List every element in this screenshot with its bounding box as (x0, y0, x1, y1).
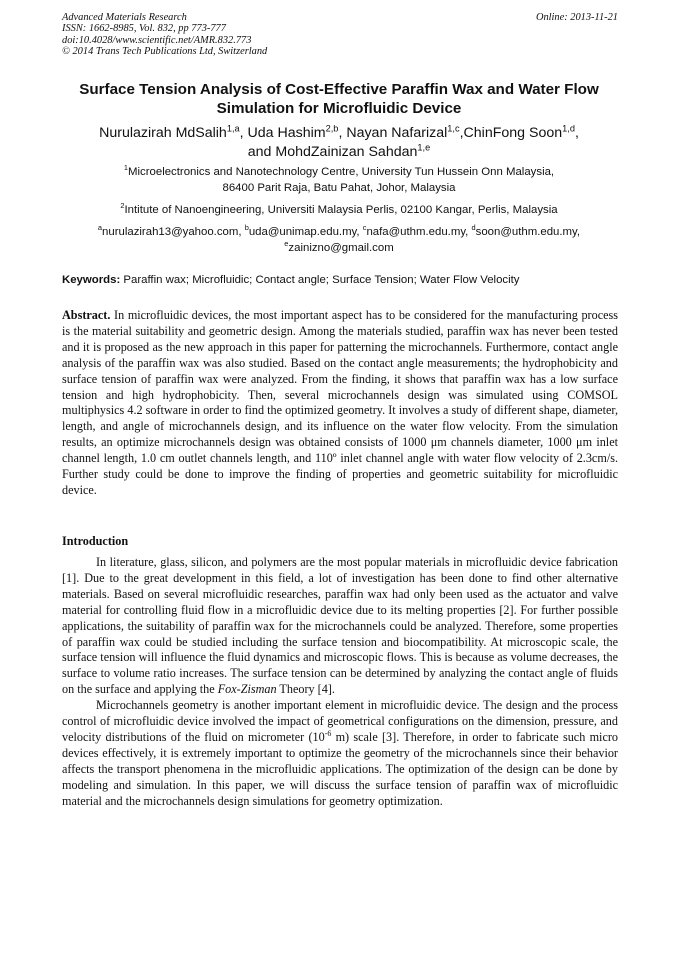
author-name: MohdZainizan Sahdan (275, 143, 418, 160)
intro-p1-text: In literature, glass, silicon, and polymers are the most popular materials in microfluidic device fabrication [1]. Due to the great development in this field, a lot of investigation has been done to find other alternative materials. Based on several microfluidic researches, paraffin wax had only been used as the actuator and valve material for controlling fluid flow in a microfluidic device due to its melting properties [2]. For further possible applications, the suitability of paraffin wax for the microchannels could be analyzed. Therefore, some properties of paraffin wax could be studied including the surface tension and biocompatibility. At microscopic scale, the surface tension will influence the fluid dynamics and microscopic flows. This is because as volume decreases, the surface to volume ratio increases. The surface tension can be determined by analyzing the contact angle of fluids on the surface and applying the (62, 555, 618, 697)
author-sup: 1,e (417, 141, 431, 152)
email-link[interactable]: uda@unimap.edu.my, (248, 226, 363, 238)
email-line-1 (40, 225, 638, 241)
author-name: Nurulazirah MdSalih (99, 125, 227, 141)
intro-p2-sup: -6 (324, 728, 332, 738)
email-link[interactable]: zainizno@gmail.com (288, 241, 394, 254)
affiliation-1-line-2: 86400 Parit Raja, Batu Pahat, Johor, Malaysia (222, 181, 456, 194)
introduction-body (62, 555, 618, 810)
keywords-label: Keywords: (62, 274, 121, 286)
author-name: ChinFong Soon (463, 125, 563, 141)
email-sup: a (97, 223, 103, 233)
journal-header (62, 12, 618, 58)
keywords (62, 273, 618, 288)
intro-p2-text: Microchannels geometry is another important element in microfluidic device. The design and the process control of microfluidic device involved the impact of geometrical configurations on the dimension, pressure, and velocity distributions of the fluid on micrometer (10 (62, 698, 618, 744)
email-link[interactable]: soon@uthm.edu.my, (475, 226, 581, 238)
intro-p1-italic: Fox-Zisman (217, 682, 277, 697)
abstract-text: In microfluidic devices, the most important aspect has to be considered for the manufacturing process is the material suitability and geometric design. Among the materials studied, paraffin wax has never been tested and it is proposed as the new approach in this paper for patterning the microchannels. Furthermore, contact angle analysis of the paraffin wax was also studied. Based on the contact angle measurements; the hydrophobicity and surface tension of paraffin wax were analyzed. From the finding, it shows that paraffin wax has a low surface tension and high hydrophobicity. Then, several microchannels design was simulated using COMSOL multiphysics 4.2 software in order to find the optimized geometry. It involves a study of different shape, diameter, length, and angle of microchannels design, and its influence on the water flow velocity. From the simulation results, an optimize microchannels design was obtained consists of 1000 μm channels diameter, 1000 μm inlet channel length, 1.0 cm outlet channels length, and 110º inlet channel angle with water flow velocity of 2.3cm/s. Further study could be done to improve the finding of properties and geometric suitability for microfluidic device. (62, 308, 618, 497)
affiliation-num: 1 (123, 163, 129, 173)
author-sup: 1,c (447, 123, 460, 134)
author-line-1: Nurulazirah MdSalih$^{1,a}$, Uda Hashim$^{2,b}$, Nayan Nafarizal$^{1,c}$,ChinFong Soon$^{1,d}$, (99, 123, 579, 141)
email-link[interactable]: nurulazirah13@yahoo.com, (102, 226, 245, 238)
author-name: Nayan Nafarizal (346, 125, 448, 141)
affiliation-num: 2 (120, 201, 125, 211)
affiliation-1-line-1 (40, 165, 638, 181)
intro-p1-text-end: Theory [4]. (276, 682, 335, 697)
author-list (40, 124, 638, 161)
keywords-text: Paraffin wax; Microfluidic; Contact angle; Surface Tension; Water Flow Velocity (120, 274, 520, 286)
affiliation-1 (40, 165, 638, 196)
email-link[interactable]: nafa@uthm.edu.my, (366, 226, 472, 238)
author-sup: 1,d (562, 123, 575, 134)
author-line-2 (40, 143, 638, 162)
abstract-label: Abstract. (62, 308, 111, 322)
author-name: Uda Hashim (247, 125, 326, 141)
copyright: © 2014 Trans Tech Publications Ltd, Switzerland (62, 46, 268, 58)
abstract (62, 308, 618, 499)
email-sup: c (362, 223, 367, 233)
affiliation-2-line-1 (40, 203, 638, 219)
author-sup: 2,b (325, 123, 339, 134)
doi[interactable]: doi:10.4028/www.scientific.net/AMR.832.773 (62, 34, 252, 46)
introduction-heading: Introduction (62, 534, 129, 548)
email-sup: b (244, 223, 249, 233)
intro-paragraph-1 (62, 555, 618, 698)
journal-name: Advanced Materials Research (62, 12, 187, 23)
affiliation-text: Intitute of Nanoengineering, Universiti Malaysia Perlis, 02100 Kangar, Perlis, Malaysia (124, 204, 558, 216)
affiliation-text: Microelectronics and Nanotechnology Centre, University Tun Hussein Onn Malaysia, (128, 166, 555, 178)
intro-paragraph-2 (62, 698, 618, 809)
email-line-2 (40, 238, 638, 257)
title-line-1: Surface Tension Analysis of Cost-Effective Paraffin Wax and Water Flow (79, 81, 599, 98)
issn: ISSN: 1662-8985, Vol. 832, pp 773-777 (62, 23, 226, 35)
email-sup: e (284, 238, 289, 248)
intro-p2-text-end: m) scale [3]. Therefore, in order to fabricate such micro devices effectively, it is extremely important to optimize the geometry of the microchannels since their behavior affects the transport phenomena in the microfluidic applications. The optimization of the design can be done by modeling and simulation. In this paper, we will discuss the surface tension of paraffin wax of microfluidic material and the microchannels design simulations for geometry optimization. (62, 729, 618, 808)
and-word: and (247, 143, 272, 160)
email-sup: d (471, 223, 476, 233)
online-date: Online: 2013-11-21 (535, 12, 618, 23)
email-list (40, 225, 638, 256)
paper-title (40, 81, 638, 118)
author-sup: 1,a (226, 123, 240, 134)
title-line-2: Simulation for Microfluidic Device (216, 99, 462, 117)
affiliation-2 (40, 203, 638, 219)
